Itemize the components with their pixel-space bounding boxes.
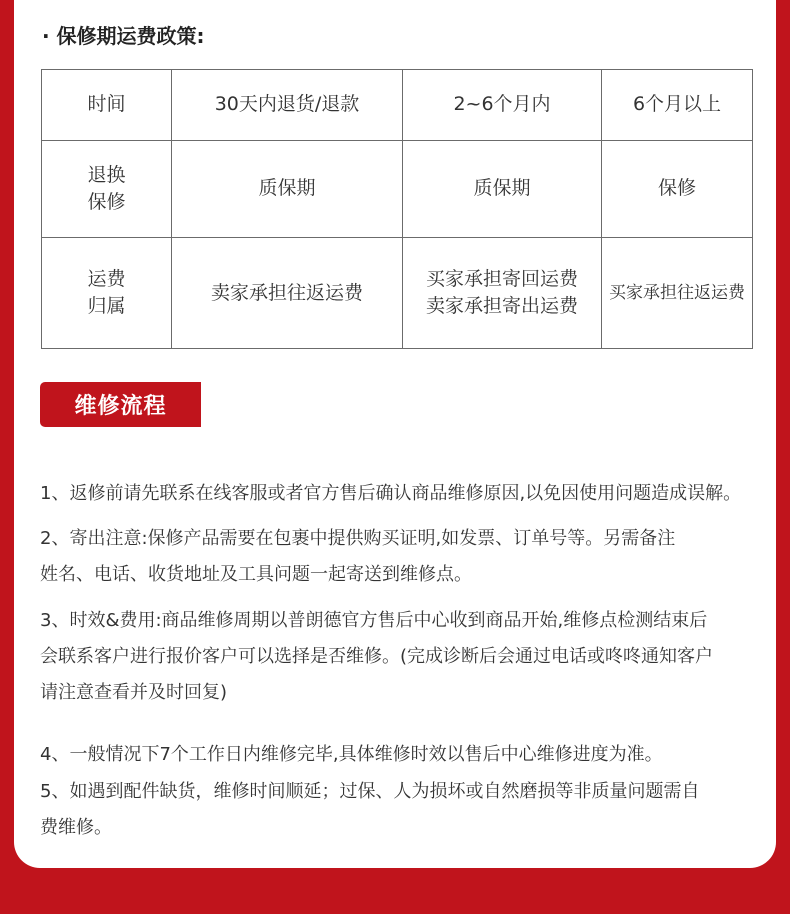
table-cell: 质保期 [403, 140, 602, 238]
header-cell-2-6-months: 2~6个月内 [403, 70, 602, 141]
table-cell: 买家承担往返运费 [602, 238, 753, 349]
header-cell-time: 时间 [42, 70, 172, 141]
row-label-exchange-warranty: 退换 保修 [42, 140, 172, 238]
header-cell-6-months-plus: 6个月以上 [602, 70, 753, 141]
table-row [42, 238, 753, 349]
warranty-shipping-table [41, 69, 753, 349]
table-row [42, 140, 753, 238]
repair-step-5: 5、如遇到配件缺货，维修时间顺延；过保、人为损坏或自然磨损等非质量问题需自 费维修。 [40, 781, 700, 838]
content-card [14, 0, 776, 868]
repair-process-banner: 维修流程 [40, 382, 201, 427]
table-cell: 保修 [602, 140, 753, 238]
policy-title: · 保修期运费政策: [42, 24, 205, 48]
repair-step-1: 1、返修前请先联系在线客服或者官方售后确认商品维修原因,以免因使用问题造成误解。 [40, 483, 742, 504]
table-cell: 质保期 [172, 140, 403, 238]
repair-step-2: 2、寄出注意:保修产品需要在包裹中提供购买证明,如发票、订单号等。另需备注 姓名、电话、收货地址及工具问题一起寄送到维修点。 [40, 528, 676, 585]
table-cell: 卖家承担往返运费 [172, 238, 403, 349]
header-cell-30-days: 30天内退货/退款 [172, 70, 403, 141]
table-header-row [42, 70, 753, 141]
repair-step-4: 4、一般情况下7个工作日内维修完毕,具体维修时效以售后中心维修进度为准。 [40, 744, 663, 765]
repair-step-3: 3、时效&费用:商品维修周期以普朗德官方售后中心收到商品开始,维修点检测结束后 会联系客户进行报价客户可以选择是否维修。(完成诊断后会通过电话或咚咚通知客户 请注意查看并及时回复) [40, 610, 714, 703]
row-label-shipping-cost: 运费 归属 [42, 238, 172, 349]
table-cell: 买家承担寄回运费 卖家承担寄出运费 [403, 238, 602, 349]
